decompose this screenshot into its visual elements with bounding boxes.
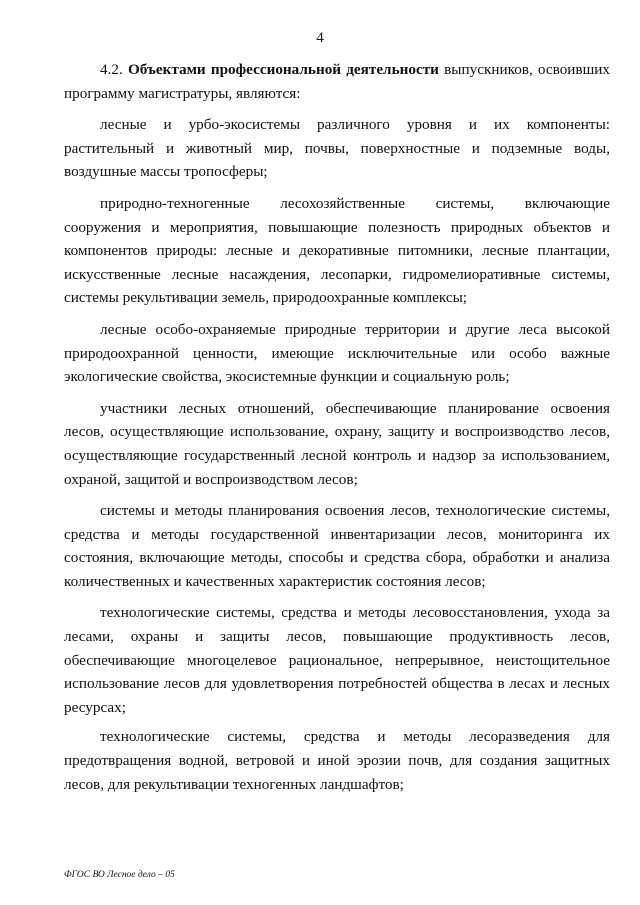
paragraph: лесные и урбо-экосистемы различного уровня и их компоненты: растительный и животный мир, почвы, поверхностные и подземные воды, воздушные массы тропосферы; [64, 116, 610, 181]
document-body [64, 58, 610, 804]
section-number: 4.2. [100, 61, 123, 78]
paragraph: природно-техногенные лесохозяйственные системы, включающие сооружения и мероприятия, повышающие полезность природных объектов и компонентов природы: лесные и декоративные питомники, лесные плантации, искусственные лесные насаждения, лесопарки, гидромелиоративные системы, системы рекультивации земель, природоохранные комплексы; [64, 194, 610, 307]
section-bold-term: Объектами профессиональной деятельности [127, 61, 439, 78]
page-number: 4 [316, 30, 324, 46]
paragraph: системы и методы планирования освоения лесов, технологические системы, средства и методы государственной инвентаризации лесов, мониторинга их состояния, включающие методы, способы и средства сбора, обработки и анализа количественных и качественных характеристик состояния лесов; [64, 502, 610, 590]
paragraph: технологические системы, средства и методы лесоразведения для предотвращения водной, ветровой и иной эрозии почв, для создания защитных лесов, для рекультивации техногенных ландшафтов; [64, 728, 610, 793]
section-intro [64, 58, 610, 105]
page-footer: ФГОС ВО Лесное дело – 05 [64, 870, 175, 880]
paragraph: лесные особо-охраняемые природные территории и другие леса высокой природоохранной ценности, имеющие исключительные или особо важные экологические свойства, экосистемные функции и социальную роль; [64, 320, 610, 386]
paragraph: технологические системы, средства и методы лесовосстановления, ухода за лесами, охраны и защиты лесов, повышающие продуктивность лесов, обеспечивающие многоцелевое рациональное, непрерывное, неистощительное использование лесов для удовлетворения потребностей общества в лесах и лесных ресурсах; [64, 604, 610, 716]
section-intro-rest: выпускников, освоивших программу магистратуры, являются: [64, 61, 611, 102]
paragraph: участники лесных отношений, обеспечивающие планирование освоения лесов, осуществляющие использование, охрану, защиту и воспроизводство лесов, осуществляющие государственный лесной контроль и надзор за использованием, охраной, защитой и воспроизводством лесов; [64, 399, 610, 488]
